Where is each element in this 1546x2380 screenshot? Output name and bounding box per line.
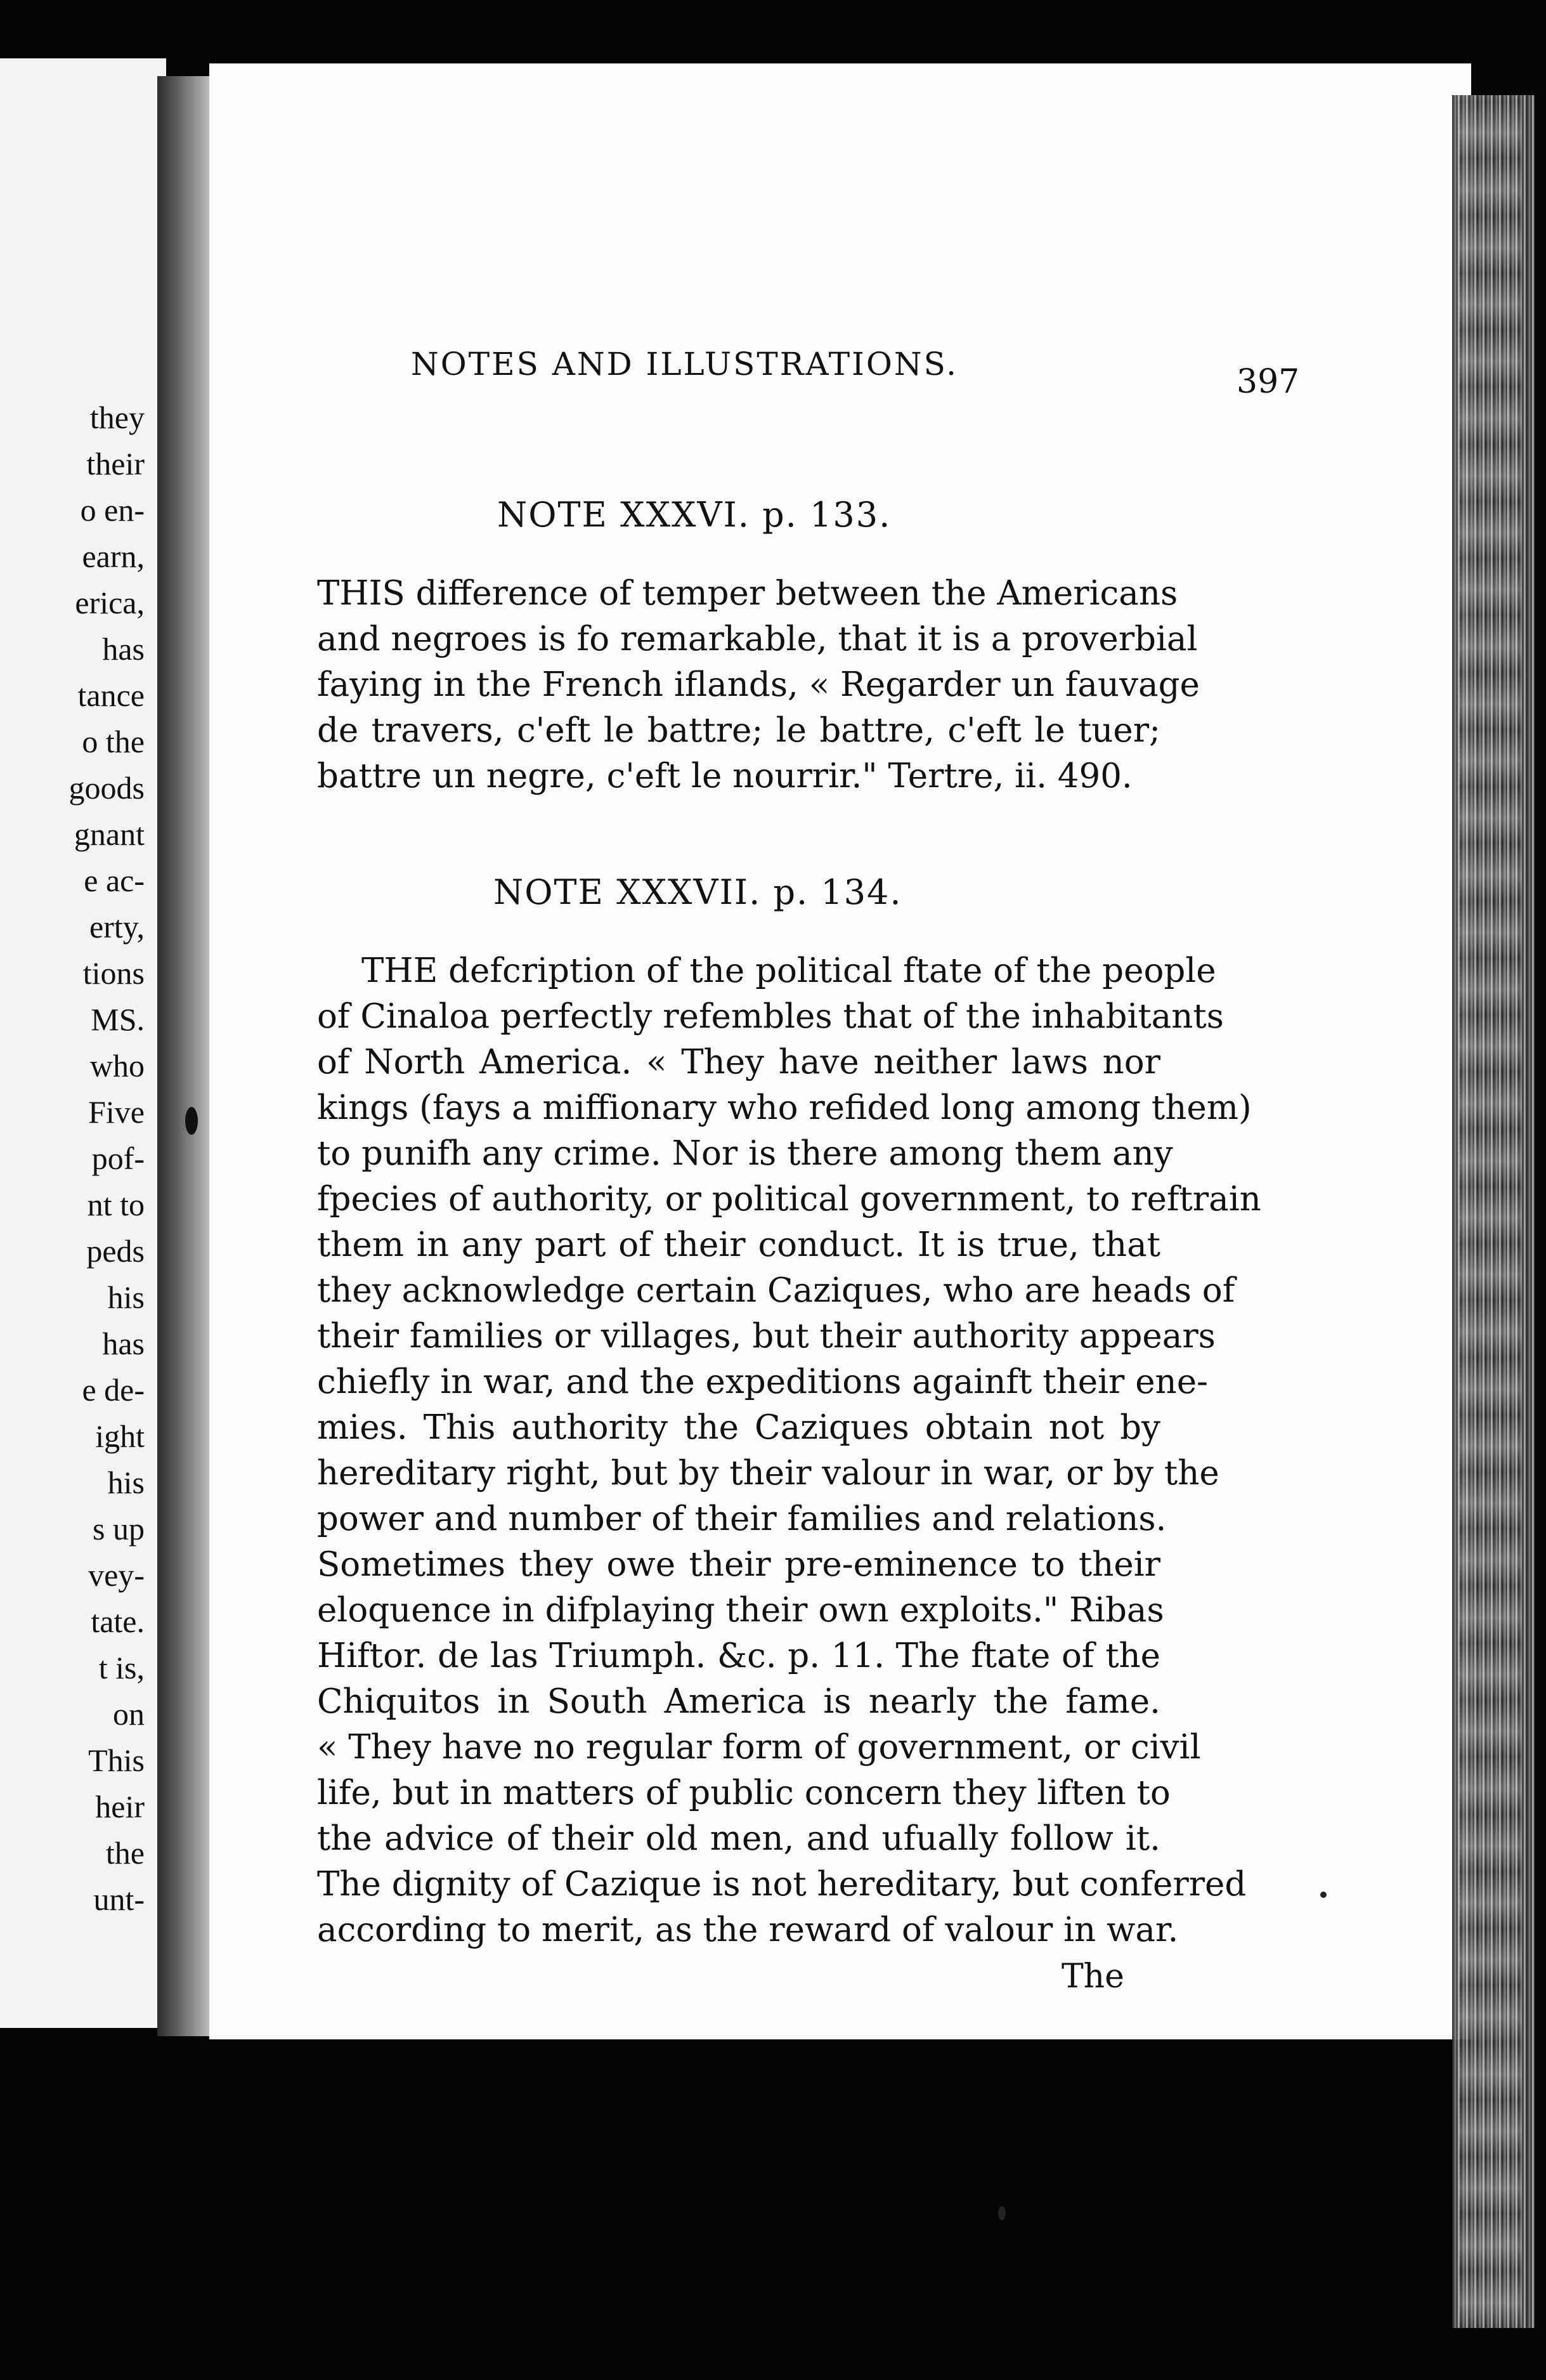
facing-line: s up	[93, 1511, 145, 1546]
facing-line: MS.	[91, 1002, 145, 1037]
facing-line: e de-	[82, 1372, 145, 1408]
text-line: to punifh any crime. Nor is there among them any	[317, 1134, 1173, 1173]
facing-line: vey-	[88, 1557, 145, 1593]
book-gutter	[157, 76, 209, 2036]
page-edges-shading	[1458, 95, 1522, 2328]
facing-line: they	[89, 400, 145, 435]
text-line: the advice of their old men, and ufually follow it.	[317, 1819, 1160, 1858]
text-line: their families or villages, but their authority appears	[317, 1317, 1216, 1356]
text-line: Sometimes they owe their pre-eminence to their	[317, 1545, 1160, 1584]
text-line: battre un negre, c'eft le nourrir." Tertre, ii. 490.	[317, 757, 1133, 795]
facing-line: heir	[95, 1789, 145, 1824]
text-line: hereditary right, but by their valour in war, or by the	[317, 1454, 1219, 1493]
facing-line: goods	[68, 770, 145, 806]
facing-line: on	[113, 1696, 145, 1732]
note-heading: NOTE XXXVII. p. 134.	[493, 872, 902, 912]
facing-line: tance	[77, 677, 145, 713]
text-line: and negroes is fo remarkable, that it is a proverbial	[317, 620, 1198, 658]
facing-line: his	[107, 1465, 145, 1500]
facing-line: nt to	[87, 1187, 145, 1222]
facing-page	[0, 58, 166, 2028]
note-body	[317, 948, 1261, 1953]
text-line: of North America. « They have neither laws nor	[317, 1043, 1160, 1082]
facing-line: their	[86, 446, 145, 481]
text-line: Chiquitos in South America is nearly the fame.	[317, 1682, 1160, 1721]
facing-line: tate.	[91, 1604, 145, 1639]
text-line: life, but in matters of public concern they liften to	[317, 1774, 1171, 1812]
text-line: they acknowledge certain Caziques, who are heads of	[317, 1271, 1235, 1310]
text-line: THIS difference of temper between the Americans	[317, 574, 1178, 613]
text-line: kings (fays a miffionary who refided long among them)	[317, 1089, 1252, 1127]
text-line: fpecies of authority, or political government, to reftrain	[317, 1180, 1261, 1219]
facing-line: unt-	[93, 1881, 145, 1917]
facing-line: peds	[86, 1233, 145, 1269]
facing-page-text	[0, 395, 145, 1923]
facing-line: ight	[95, 1418, 145, 1454]
text-line: of Cinaloa perfectly refembles that of the inhabitants	[317, 997, 1224, 1036]
page-number: 397	[1237, 363, 1300, 401]
text-line: eloquence in difplaying their own exploits." Ribas	[317, 1591, 1164, 1630]
facing-line: This	[88, 1743, 145, 1778]
text-line: The dignity of Cazique is not hereditary, but conferred	[317, 1865, 1247, 1904]
text-line: chiefly in war, and the expeditions againft their ene-	[317, 1363, 1208, 1401]
ink-speck	[1320, 1892, 1327, 1898]
ink-speck	[998, 2206, 1006, 2220]
text-line: faying in the French iflands, « Regarder un fauvage	[317, 665, 1200, 704]
facing-line: o the	[82, 724, 145, 759]
facing-line: earn,	[82, 539, 145, 574]
text-line: according to merit, as the reward of valour in war.	[317, 1911, 1179, 1949]
facing-line: has	[102, 1326, 145, 1361]
facing-line: pof-	[91, 1141, 145, 1176]
facing-line: tions	[82, 955, 145, 991]
text-line: THE defcription of the political ftate of the people	[361, 951, 1216, 990]
facing-line: his	[107, 1279, 145, 1315]
facing-line: erty,	[89, 909, 145, 945]
facing-line: who	[89, 1048, 145, 1083]
facing-line: gnant	[74, 816, 145, 852]
note-body	[317, 571, 1200, 799]
catchword: The	[1062, 1958, 1124, 1996]
text-line: them in any part of their conduct. It is true, that	[317, 1226, 1160, 1264]
facing-line: erica,	[75, 585, 145, 620]
facing-line: e ac-	[84, 863, 145, 898]
binding-mark	[185, 1107, 198, 1135]
facing-line: has	[102, 631, 145, 667]
facing-line: the	[105, 1835, 145, 1871]
running-head: NOTES AND ILLUSTRATIONS.	[411, 346, 958, 383]
text-line: mies. This authority the Caziques obtain not by	[317, 1408, 1160, 1447]
facing-line: o en-	[80, 492, 145, 528]
facing-line: t is,	[98, 1650, 145, 1685]
note-heading: NOTE XXXVI. p. 133.	[497, 495, 892, 535]
text-line: « They have no regular form of government, or civil	[317, 1728, 1201, 1767]
facing-line: Five	[88, 1094, 145, 1130]
text-line: Hiftor. de las Triumph. &c. p. 11. The ftate of the	[317, 1637, 1160, 1675]
text-line: de travers, c'eft le battre; le battre, c'eft le tuer;	[317, 711, 1160, 750]
text-line: power and number of their families and relations.	[317, 1500, 1167, 1538]
